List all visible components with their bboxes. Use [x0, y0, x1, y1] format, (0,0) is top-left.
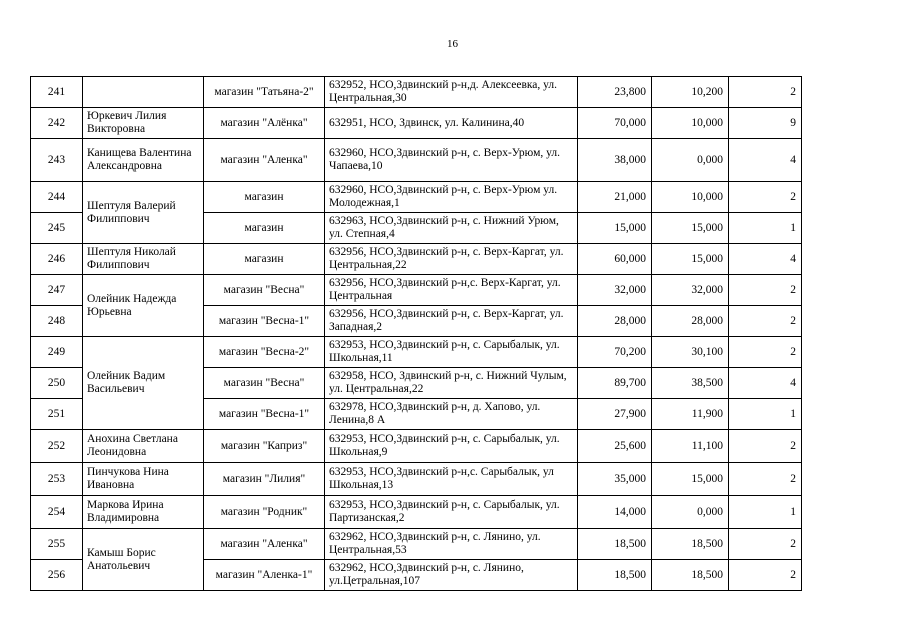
value-1: 35,000 [578, 463, 652, 496]
value-1: 15,000 [578, 213, 652, 244]
value-3: 9 [729, 108, 802, 139]
row-number: 249 [31, 337, 83, 368]
value-2: 18,500 [652, 560, 729, 591]
value-3: 2 [729, 182, 802, 213]
value-2: 10,000 [652, 108, 729, 139]
row-number: 252 [31, 430, 83, 463]
table-row [31, 337, 802, 368]
value-2: 28,000 [652, 306, 729, 337]
value-2: 15,000 [652, 463, 729, 496]
row-number: 245 [31, 213, 83, 244]
page-number: 16 [447, 38, 458, 50]
value-1: 70,000 [578, 108, 652, 139]
store-name: магазин [204, 244, 325, 275]
value-3: 2 [729, 337, 802, 368]
owner-name: Олейник Вадим Васильевич [83, 337, 204, 430]
store-address: 632962, НСО,Здвинский р-н, с. Лянино, ул. Центральная,53 [325, 529, 578, 560]
value-1: 23,800 [578, 77, 652, 108]
row-number: 255 [31, 529, 83, 560]
store-address: 632963, НСО,Здвинский р-н, с. Нижний Урюм, ул. Степная,4 [325, 213, 578, 244]
value-3: 2 [729, 306, 802, 337]
owner-name: Анохина Светлана Леонидовна [83, 430, 204, 463]
owner-name: Маркова Ирина Владимировна [83, 496, 204, 529]
value-1: 89,700 [578, 368, 652, 399]
table-row [31, 529, 802, 560]
value-1: 60,000 [578, 244, 652, 275]
store-name: магазин "Весна" [204, 368, 325, 399]
row-number: 244 [31, 182, 83, 213]
store-name: магазин "Весна-1" [204, 399, 325, 430]
value-1: 21,000 [578, 182, 652, 213]
value-3: 4 [729, 244, 802, 275]
row-number: 254 [31, 496, 83, 529]
value-2: 38,500 [652, 368, 729, 399]
store-name: магазин "Аленка" [204, 529, 325, 560]
value-2: 11,900 [652, 399, 729, 430]
row-number: 250 [31, 368, 83, 399]
value-3: 2 [729, 560, 802, 591]
table-row [31, 275, 802, 306]
value-1: 70,200 [578, 337, 652, 368]
store-name: магазин "Родник" [204, 496, 325, 529]
store-address: 632951, НСО, Здвинск, ул. Калинина,40 [325, 108, 578, 139]
store-address: 632953, НСО,Здвинский р-н, с. Сарыбалык, ул. Школьная,11 [325, 337, 578, 368]
owner-name: Шептуля Николай Филиппович [83, 244, 204, 275]
value-3: 2 [729, 529, 802, 560]
store-address: 632953, НСО,Здвинский р-н, с. Сарыбалык, ул. Партизанская,2 [325, 496, 578, 529]
value-2: 10,000 [652, 182, 729, 213]
owner-name [83, 77, 204, 108]
row-number: 253 [31, 463, 83, 496]
store-name: магазин "Весна-1" [204, 306, 325, 337]
value-1: 18,500 [578, 560, 652, 591]
value-3: 1 [729, 213, 802, 244]
value-1: 25,600 [578, 430, 652, 463]
row-number: 247 [31, 275, 83, 306]
table-row [31, 496, 802, 529]
store-address: 632956, НСО,Здвинский р-н, с. Верх-Каргат, ул. Центральная,22 [325, 244, 578, 275]
owner-name: Камыш Борис Анатольевич [83, 529, 204, 591]
store-address: 632960, НСО,Здвинский р-н, с. Верх-Урюм ул. Молодежная,1 [325, 182, 578, 213]
value-2: 0,000 [652, 139, 729, 182]
value-3: 4 [729, 139, 802, 182]
store-address: 632953, НСО,Здвинский р-н, с. Сарыбалык, ул. Школьная,9 [325, 430, 578, 463]
value-3: 2 [729, 463, 802, 496]
owner-name: Шептуля Валерий Филиппович [83, 182, 204, 244]
row-number: 246 [31, 244, 83, 275]
row-number: 242 [31, 108, 83, 139]
store-registry-table [30, 76, 802, 591]
value-3: 1 [729, 399, 802, 430]
table-row [31, 430, 802, 463]
store-name: магазин "Аленка-1" [204, 560, 325, 591]
row-number: 243 [31, 139, 83, 182]
value-2: 0,000 [652, 496, 729, 529]
row-number: 256 [31, 560, 83, 591]
store-address: 632952, НСО,Здвинский р-н,д. Алексеевка, ул. Центральная,30 [325, 77, 578, 108]
store-address: 632956, НСО,Здвинский р-н, с. Верх-Каргат, ул. Западная,2 [325, 306, 578, 337]
store-name: магазин "Весна" [204, 275, 325, 306]
value-2: 15,000 [652, 213, 729, 244]
value-3: 1 [729, 496, 802, 529]
store-name: магазин "Аленка" [204, 139, 325, 182]
owner-name: Олейник Надежда Юрьевна [83, 275, 204, 337]
value-3: 4 [729, 368, 802, 399]
value-3: 2 [729, 430, 802, 463]
store-name: магазин "Татьяна-2" [204, 77, 325, 108]
value-1: 32,000 [578, 275, 652, 306]
owner-name: Канищева Валентина Александровна [83, 139, 204, 182]
store-name: магазин [204, 213, 325, 244]
store-address: 632958, НСО, Здвинский р-н, с. Нижний Чулым, ул. Центральная,22 [325, 368, 578, 399]
value-1: 14,000 [578, 496, 652, 529]
store-name: магазин "Каприз" [204, 430, 325, 463]
value-2: 30,100 [652, 337, 729, 368]
table-row [31, 182, 802, 213]
store-name: магазин "Алёнка" [204, 108, 325, 139]
table-row [31, 139, 802, 182]
row-number: 241 [31, 77, 83, 108]
value-3: 2 [729, 275, 802, 306]
value-1: 28,000 [578, 306, 652, 337]
owner-name: Юркевич Лилия Викторовна [83, 108, 204, 139]
row-number: 248 [31, 306, 83, 337]
value-2: 10,200 [652, 77, 729, 108]
store-address: 632953, НСО,Здвинский р-н,с. Сарыбалык, ул Школьная,13 [325, 463, 578, 496]
value-2: 18,500 [652, 529, 729, 560]
table-row [31, 463, 802, 496]
table-row [31, 108, 802, 139]
value-1: 38,000 [578, 139, 652, 182]
value-1: 27,900 [578, 399, 652, 430]
owner-name: Пинчукова Нина Ивановна [83, 463, 204, 496]
store-name: магазин "Лилия" [204, 463, 325, 496]
row-number: 251 [31, 399, 83, 430]
value-2: 32,000 [652, 275, 729, 306]
value-3: 2 [729, 77, 802, 108]
value-1: 18,500 [578, 529, 652, 560]
store-address: 632960, НСО,Здвинский р-н, с. Верх-Урюм, ул. Чапаева,10 [325, 139, 578, 182]
store-name: магазин "Весна-2" [204, 337, 325, 368]
store-address: 632978, НСО,Здвинский р-н, д. Хапово, ул. Ленина,8 А [325, 399, 578, 430]
store-address: 632956, НСО,Здвинский р-н,с. Верх-Каргат, ул. Центральная [325, 275, 578, 306]
store-address: 632962, НСО,Здвинский р-н, с. Лянино, ул.Цетральная,107 [325, 560, 578, 591]
table-row [31, 244, 802, 275]
store-name: магазин [204, 182, 325, 213]
table-row [31, 77, 802, 108]
value-2: 11,100 [652, 430, 729, 463]
value-2: 15,000 [652, 244, 729, 275]
